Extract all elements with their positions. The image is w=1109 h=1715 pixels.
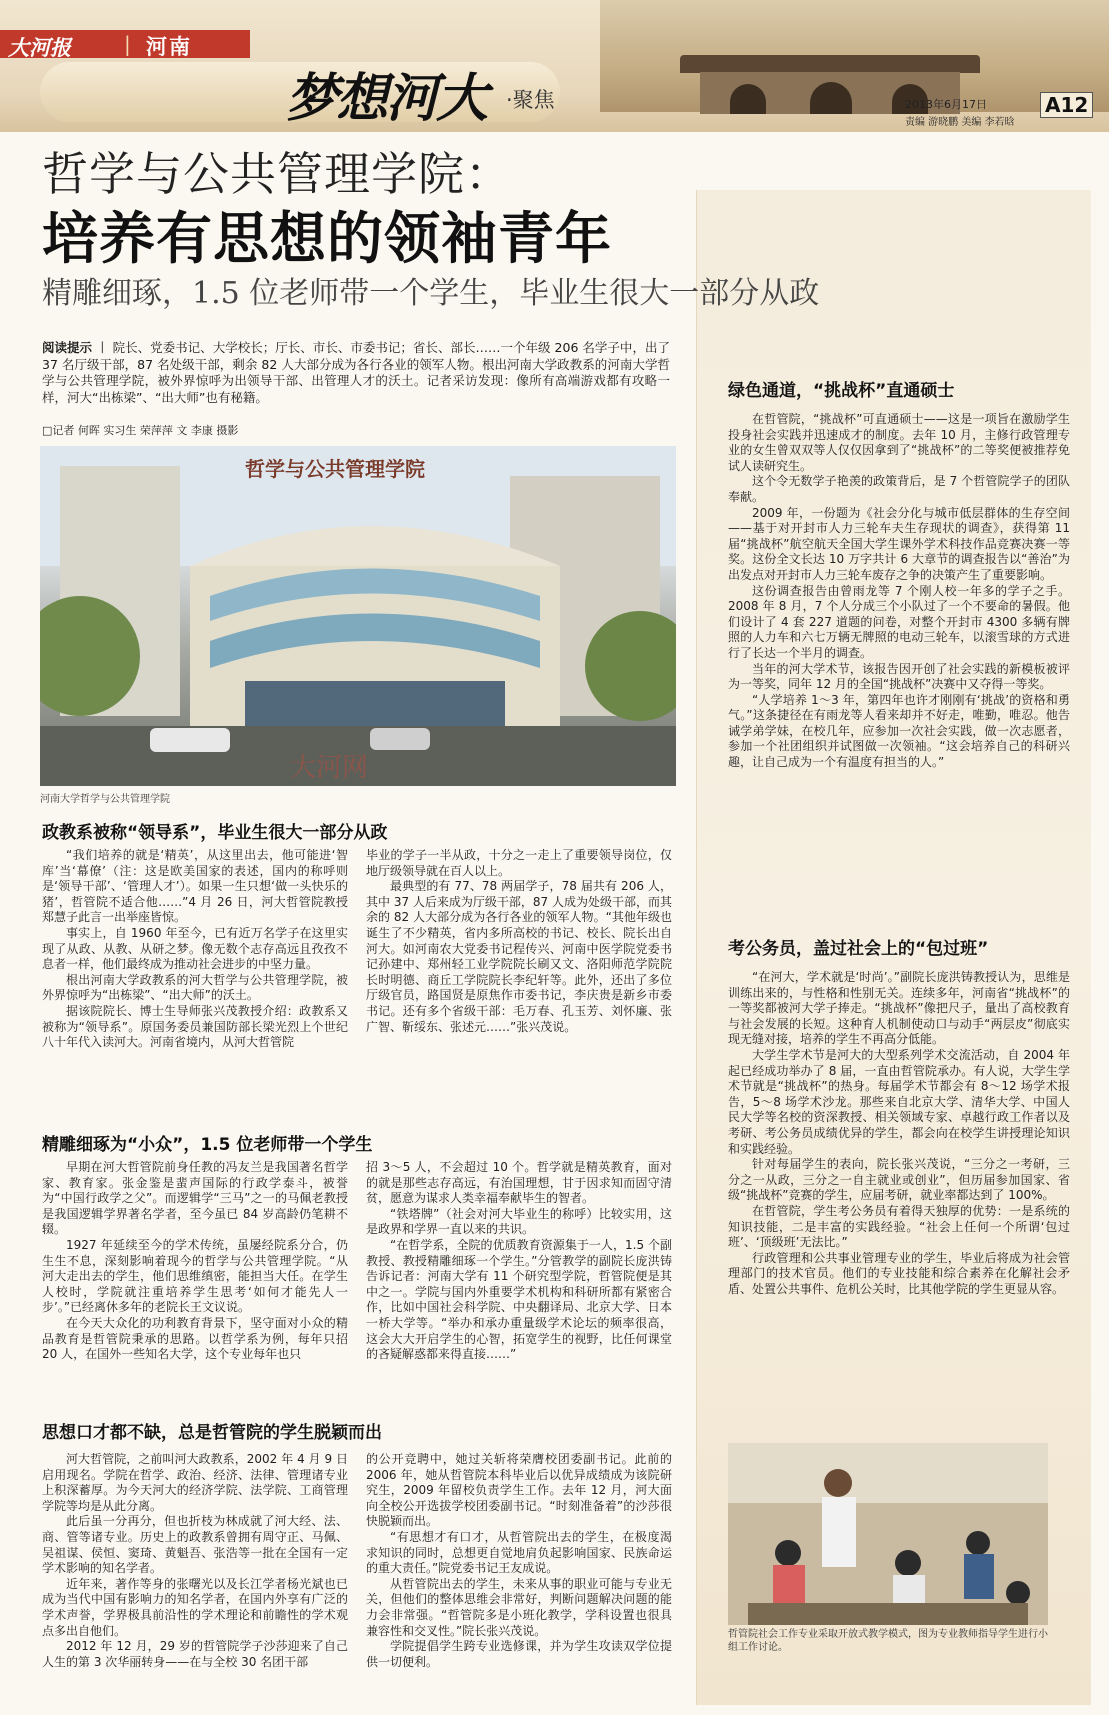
- editors-credit: 责编 游晓鹏 美编 李若晗: [905, 117, 1015, 128]
- paragraph: 近年来，著作等身的张曙光以及长江学者杨光斌也已成为当代中国有影响力的知名学者，在国内外享有广泛的学术声誉，学界极具前沿性的学术理论和前瞻性的学术观点多出自他们。: [42, 1576, 348, 1638]
- byline: □记者 何晖 实习生 荣萍萍 文 李康 摄影: [42, 424, 239, 437]
- paragraph: 在哲管院，学生考公务员有着得天独厚的优势：一是系统的知识技能，二是丰富的实践经验。“社会上任何一个所谓‘包过班’、‘顶级班’无法比。”: [728, 1203, 1070, 1250]
- paragraph: 事实上，自 1960 年至今，已有近万名学子在这里实现了从政、从教、从研之梦。像无数个志存高远且孜孜不息者一样，他们最终成为推动社会进步的中坚力量。: [42, 925, 348, 972]
- sidebar-section-2: [728, 970, 1070, 1297]
- paragraph: “有思想才有口才，从哲管院出去的学生，在极度渴求知识的同时，总想更自觉地肩负起影响国家、民族命运的重大责任。”院党委书记王友成说。: [366, 1529, 672, 1576]
- paragraph: 河大哲管院，之前叫河大政教系，2002 年 4 月 9 日启用现名。学院在哲学、政治、经济、法律、管理诸专业上积深蓄厚。为今天河大的经济学院、法学院、工商管理学院等均是从此分离。: [42, 1452, 348, 1513]
- lead-text: 院长、党委书记、大学校长；厅长、市长、市委书记；省长、部长……一个年级 206 名学子中，出了 37 名厅级干部，87 名处级干部，剩余 82 人大部分成为各行各业的领军人物。根出河南大学政教系的河南大学哲学与公共管理学院，被外界惊呼为出领导干部、出管理人才的沃土。记者采访发现：像所有高端游戏都有攻略一样，河大“出栋梁”、“出大师”也有秘籍。: [42, 340, 670, 405]
- section-heading-1: 政教系被称“领导系”，毕业生很大一部分从政: [42, 823, 388, 843]
- paragraph: 这个令无数学子艳羡的政策背后，是 7 个哲管院学子的团队奉献。: [728, 474, 1070, 504]
- paragraph: 这份调查报告由曾雨龙等 7 个刚人校一年多的学子之手。2008 年 8 月，7 个人分成三个小队过了一个不要命的暑假。他们设计了 4 套 227 道题的问卷，对整个开封市 4300 多辆有牌照的人力车和六七万辆无牌照的电动三轮车，以滚雪球的方式进行了长达一个半月的调查。: [728, 583, 1070, 660]
- section-heading-2: 精雕细琢为“小众”，1.5 位老师带一个学生: [42, 1135, 373, 1155]
- section-1-col-1: [42, 848, 348, 1051]
- photo-caption: 河南大学哲学与公共管理学院: [40, 794, 170, 805]
- watermark: 大河网: [290, 753, 369, 783]
- sidebar-heading-2: 考公务员，盖过社会上的“包过班”: [728, 939, 989, 959]
- paragraph: 行政管理和公共事业管理专业的学生，毕业后将成为社会管理部门的技术官员。他们的专业技能和综合素养在化解社会矛盾、处置公共事件、危机公关时，比其他学院的学生更显从容。: [728, 1250, 1070, 1296]
- page-number: A12: [1040, 92, 1093, 118]
- paragraph: 早期在河大哲管院前身任教的冯友兰是我国著名哲学家、教育家。张金鉴是蜚声国际的行政学泰斗，被誉为“中国行政学之父”。而逻辑学“三马”之一的马佩老教授是我国逻辑学界著名学者，至今虽已 84 岁高龄仍笔耕不辍。: [42, 1160, 348, 1237]
- paragraph: 当年的河大学术节，该报告因开创了社会实践的新模板被评为一等奖，同年 12 月的全国“挑战杯”决赛中又夺得一等奖。: [728, 661, 1070, 692]
- paragraph: 大学生学术节是河大的大型系列学术交流活动，自 2004 年起已经成功举办了 8 届，一直由哲管院承办。有人说，大学生学术节就是“挑战杯”的热身。每届学术节都会有 8～12 场学术报告，5～8 场学术沙龙。那些来自北京大学、清华大学、中国人民大学等名校的资深教授、相关领域专家、卓越行政工作者以及考研、考公务员成绩优异的学生，都会向在校学生讲授理论知识和实践经验。: [728, 1047, 1070, 1156]
- paragraph: 据该院院长、博士生导师张兴茂教授介绍：政教系又被称为“领导系”。原国务委员兼国防部长梁光烈上个世纪八十年代入读河大。河南省境内，从河大哲管院: [42, 1003, 348, 1050]
- building-photo-illustration: [40, 446, 676, 786]
- paragraph: “在哲学系，全院的优质教育资源集于一人，1.5 个副教授、教授精雕细琢一个学生。”分管教学的副院长庞洪铸告诉记者：河南大学有 11 个研究型学院，哲管院便是其中之一。学院与国内外重要学术机构和科研所都有紧密合作，比如中国社会科学院、中央翻译局、北京大学、日本一桥大学等。“举办和承办重量级学术论坛的频率很高，这会大大开启学生的心智，拓宽学生的视野，比任何课堂的吝疑解惑都来得直接……”: [366, 1237, 672, 1362]
- paragraph: “在河大，学术就是‘时尚’。”副院长庞洪铸教授认为，思维是训练出来的，与性格和性别无关。连续多年，河南省“挑战杯”的一等奖都被河大学子捧走。“挑战杯”像把尺子，量出了高校教育与社会发展的长短。这种育人机制使动口与动手“两层皮”彻底实现无缝对接，培养的学生不再高分低能。: [728, 970, 1070, 1047]
- paragraph: 毕业的学子一半从政，十分之一走上了重要领导岗位，仅地厅级领导就在百人以上。: [366, 848, 672, 878]
- building-photo: [40, 446, 676, 786]
- section-3-col-1: [42, 1452, 348, 1670]
- section-subtitle: ·聚焦: [506, 88, 555, 112]
- paragraph: 从哲管院出去的学生，未来从事的职业可能与专业无关，但他们的整体思维会非常好，判断问题解决问题的能力会非常强。“哲管院多是小班化教学，学科设置也很具兼容性和交叉性。”院长张兴茂说。: [366, 1576, 672, 1638]
- section-1-col-2: [366, 848, 672, 1035]
- paragraph: “我们培养的就是‘精英’，从这里出去，他可能进‘智库’当‘幕僚’（注：这是欧美国家的表述，国内的称呼则是‘领导干部’、‘管理人才’）。如果一生只想‘做一头快乐的猪’，哲管院不适合他……”4 月 26 日，河大哲管院教授郑慧子此言一出举座皆惊。: [42, 848, 348, 925]
- paragraph: 1927 年延续至今的学术传统，虽屡经院系分合，仍生生不息，深刻影响着现今的哲学与公共管理学院。“从河大走出去的学生，他们思维缜密，能担当大任。在学生人校时，学院就注重培养学生思考‘如何才能先人一步’。”已经离休多年的老院长王文议说。: [42, 1237, 348, 1315]
- issue-date: 2013年6月17日: [905, 98, 987, 111]
- newspaper-logo: 大河报: [8, 35, 71, 60]
- gate-roof: [680, 55, 980, 73]
- lead-separator: 丨: [96, 340, 109, 355]
- brand-separator: |: [124, 32, 131, 56]
- paragraph: 招 3～5 人，不会超过 10 个。哲学就是精英教育，面对的就是那些志存高远，有治国理想，甘于因求知而固守清贫，愿意为谋求人类幸福奉献毕生的智者。: [366, 1160, 672, 1206]
- section-title: 梦想河大: [286, 68, 487, 129]
- gate-arch: [730, 84, 766, 114]
- lead-label: 阅读提示: [42, 340, 93, 355]
- section-heading-3: 思想口才都不缺，总是哲管院的学生脱颖而出: [42, 1423, 382, 1443]
- section-3-col-2: [366, 1452, 672, 1670]
- lead-paragraph: [42, 340, 670, 406]
- headline-subtitle: 精雕细琢，1.5 位老师带一个学生，毕业生很大一部分从政: [42, 276, 820, 311]
- paragraph: 在哲管院，“挑战杯”可直通硕士——这是一项旨在激励学生投身社会实践并迅速成才的制度。去年 10 月，主修行政管理专业的女生曾双双等人仅仅因拿到了“挑战杯”的二等奖便被推荐免试人读研究生。: [728, 412, 1070, 473]
- paragraph: 针对每届学生的表向，院长张兴茂说，“三分之一考研，三分之一从政，三分之一自主就业或创业”，但历届参加国家、省级“挑战杯”竞赛的学生，应届考研，就业率都达到了 100%。: [728, 1157, 1070, 1203]
- sidebar-section-1: [728, 412, 1070, 771]
- side-photo-caption: 哲管院社会工作专业采取开放式教学模式，图为专业教师指导学生进行小组工作讨论。: [728, 1629, 1048, 1653]
- paragraph: 2009 年，一份题为《社会分化与城市低层群体的生存空间——基于对开封市人力三轮车夫生存现状的调查》，获得第 11 届“挑战杯”航空航天全国大学生课外学术科技作品竞赛决赛一等奖。这份全文长达 10 万字共计 6 大章节的调查报告以“善治”为出发点对开封市人力三轮车废存之争的决策产生了重要影响。: [728, 505, 1070, 582]
- headline-line-1: 哲学与公共管理学院：: [42, 147, 512, 201]
- classroom-photo: [728, 1443, 1048, 1625]
- region-label: 河南: [146, 35, 192, 59]
- building-sign: 哲学与公共管理学院: [245, 457, 425, 481]
- paragraph: 根出河南大学政教系的河大哲学与公共管理学院，被外界惊呼为“出栋梁”、“出大师”的沃土。: [42, 972, 348, 1003]
- paragraph: 的公开竞聘中，她过关斩将荣膺校团委副书记。此前的 2006 年，她从哲管院本科毕业后以优异成绩成为该院研究生，2009 年留校负责学生工作。去年 12 月，河大面向全校公开选拔学校团委副书记。“时刻准备着”的沙莎很快脱颖而出。: [366, 1452, 672, 1529]
- section-2-col-2: [366, 1160, 672, 1363]
- headline-line-2: 培养有思想的领袖青年: [42, 207, 612, 272]
- paragraph: 2012 年 12 月，29 岁的哲管院学子沙莎迎来了自己人生的第 3 次华丽转身——在与全校 30 名团干部: [42, 1639, 348, 1669]
- paragraph: 此后虽一分再分，但也折枝为林成就了河大经、法、商、管等诸专业。历史上的政教系曾拥有周守正、马佩、吴祖谋、侯恒、窦琦、黄魁吾、张浩等一批在全国有一定学术影响的知名学者。: [42, 1514, 348, 1576]
- paragraph: “人学培养 1～3 年，第四年也许才刚刚有‘挑战’的资格和勇气。”这条捷径在有雨龙等人看来却并不好走，唯勤，唯忍。他告诫学弟学妹，在校几年，应参加一次社会实践，做一次志愿者，参加一个社团组织并试图做一次领袖。“这会培养自己的科研兴趣，让自己成为一个有温度有担当的人。”: [728, 692, 1070, 770]
- classroom-photo-illustration: [728, 1443, 1048, 1625]
- paragraph: 学院提倡学生跨专业选修课，并为学生攻读双学位提供一切便利。: [366, 1639, 672, 1669]
- section-2-col-1: [42, 1160, 348, 1363]
- paragraph: “铁塔牌”（社会对河大毕业生的称呼）比较实用，这是政界和学界一直以来的共识。: [366, 1206, 672, 1237]
- paragraph: 在今天大众化的功利教育背景下，坚守面对小众的精品教育是哲管院秉承的思路。以哲学系为例，每年只招 20 人，在国外一些知名大学，这个专业每年也只: [42, 1315, 348, 1362]
- paragraph: 最典型的有 77、78 两届学子，78 届共有 206 人，其中 37 人后来成为厅级干部，87 人成为处级干部，而其余的 82 人大部分成为各行各业的领军人物。“其他年级也诞生了不少精英，省内多所高校的书记、校长、院长出自河大。如河南农大党委书记程传兴、河南中医学院党委书记孙建中、郑州轻工业学院院长刷又文、洛阳师范学院院长时明德、商丘工学院院长李纪轩等。此外，还出了多位厅级官员，路国贤是原焦作市委书记，李庆贵是新乡市委书记。还有多个省级干部：毛万春、孔玉芳、刘怀廉、张广智、靳绥东、张述元……”张兴茂说。: [366, 879, 672, 1034]
- sidebar-heading-1: 绿色通道，“挑战杯”直通硕士: [728, 381, 955, 401]
